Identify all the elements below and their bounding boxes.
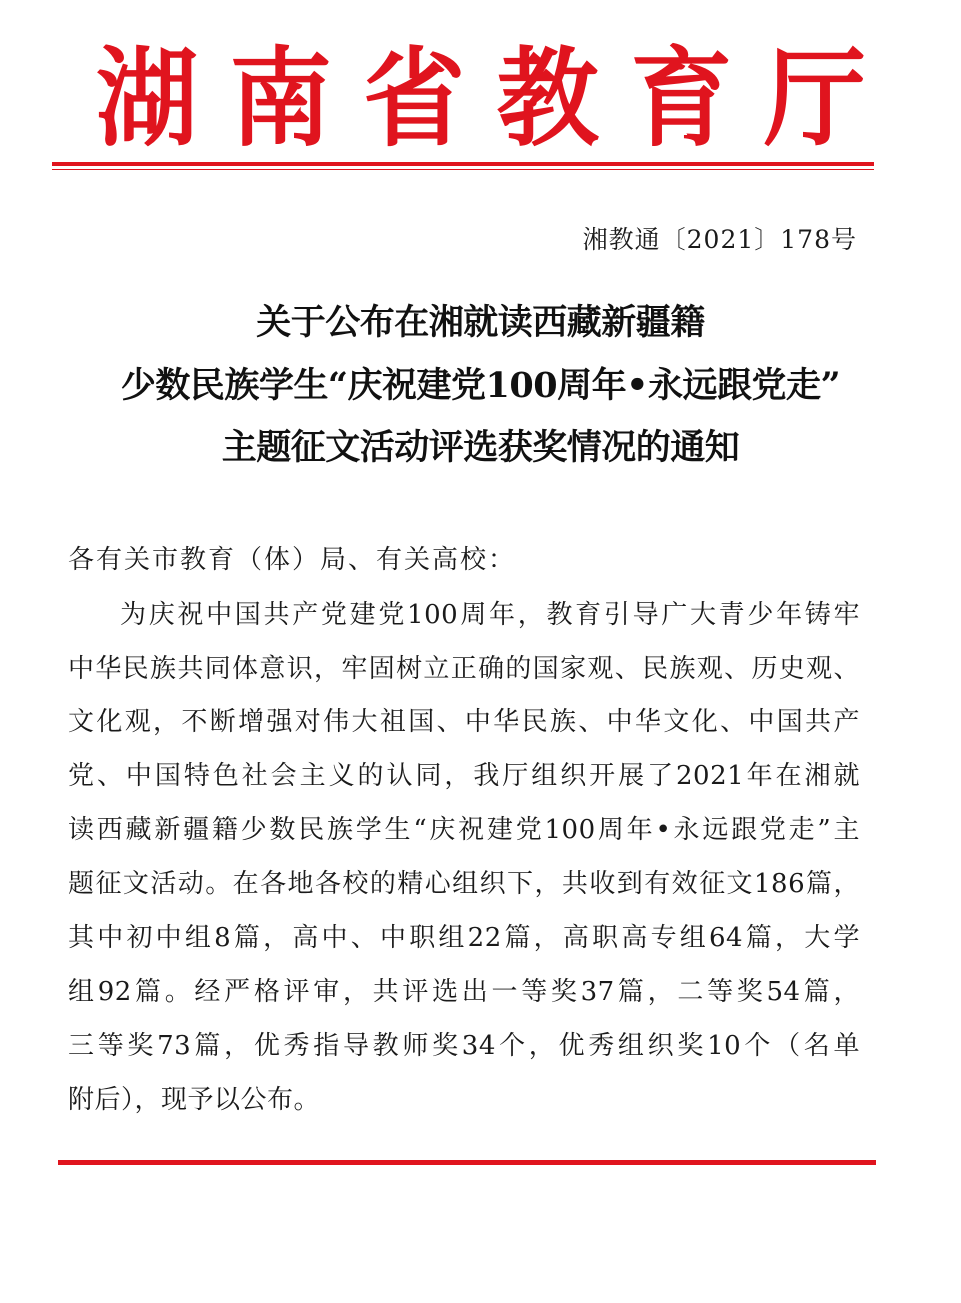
body-line: 党、中国特色社会主义的认同，我厅组织开展了2021年在湘就 bbox=[68, 761, 860, 791]
letterhead-char: 南 bbox=[229, 37, 332, 162]
letterhead-char: 厅 bbox=[763, 37, 866, 162]
document-number: 湘教通〔2021〕178号 bbox=[582, 225, 857, 254]
letterhead-divider bbox=[52, 162, 874, 166]
footer-divider bbox=[58, 1160, 876, 1165]
salutation: 各有关市教育（体）局、有关高校： bbox=[68, 545, 517, 575]
body-line: 中华民族共同体意识，牢固树立正确的国家观、民族观、历史观、 bbox=[68, 654, 860, 684]
body-line: 附后），现予以公布。 bbox=[68, 1085, 321, 1115]
document-title-line: 少数民族学生“庆祝建党100周年•永远跟党走” bbox=[120, 365, 841, 406]
body-line: 读西藏新疆籍少数民族学生“庆祝建党100周年•永远跟党走”主 bbox=[68, 815, 860, 845]
letterhead-title bbox=[96, 37, 866, 162]
document-title-line: 关于公布在湘就读西藏新疆籍 bbox=[256, 302, 705, 343]
body-line: 为庆祝中国共产党建党100周年，教育引导广大青少年铸牢 bbox=[120, 600, 860, 630]
body-line: 其中初中组8篇，高中、中职组22篇，高职高专组64篇，大学 bbox=[68, 923, 860, 953]
letterhead-char: 湖 bbox=[96, 37, 198, 162]
document-title-line: 主题征文活动评选获奖情况的通知 bbox=[221, 427, 740, 468]
body-line: 题征文活动。在各地各校的精心组织下，共收到有效征文186篇， bbox=[68, 869, 860, 899]
body-line: 文化观，不断增强对伟大祖国、中华民族、中华文化、中国共产 bbox=[68, 707, 860, 737]
letterhead-char: 教 bbox=[496, 37, 599, 162]
body-line: 三等奖73篇，优秀指导教师奖34个，优秀组织奖10个（名单 bbox=[68, 1031, 860, 1061]
letterhead-char: 育 bbox=[630, 37, 733, 162]
body-line: 组92篇。经严格评审，共评选出一等奖37篇，二等奖54篇， bbox=[68, 977, 860, 1007]
letterhead-divider-thin bbox=[52, 169, 874, 170]
letterhead-char: 省 bbox=[363, 37, 466, 162]
